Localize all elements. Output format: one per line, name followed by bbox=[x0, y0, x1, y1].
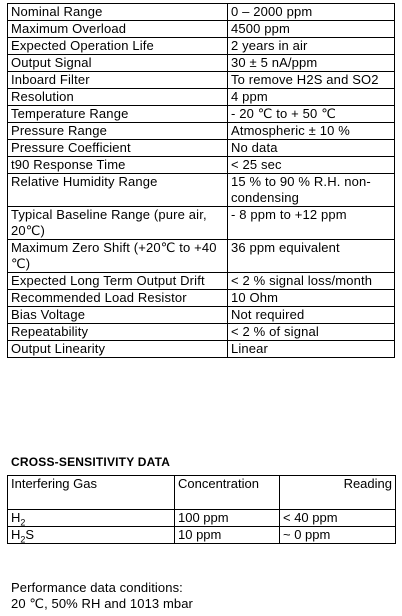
table-row bbox=[8, 106, 395, 123]
table-row bbox=[8, 341, 395, 358]
spec-parameter: Temperature Range bbox=[8, 106, 228, 123]
table-row bbox=[8, 273, 395, 290]
gas-formula-subscript: 2 bbox=[20, 534, 26, 544]
spec-parameter: Inboard Filter bbox=[8, 72, 228, 89]
table-row bbox=[8, 527, 396, 544]
table-row bbox=[8, 510, 396, 527]
specifications-table bbox=[7, 3, 395, 358]
table-row bbox=[8, 290, 395, 307]
spec-parameter: Pressure Range bbox=[8, 123, 228, 140]
spec-value: 10 Ohm bbox=[228, 290, 395, 307]
spec-value: 4 ppm bbox=[228, 89, 395, 106]
table-row bbox=[8, 21, 395, 38]
spec-value: 30 ± 5 nA/ppm bbox=[228, 55, 395, 72]
footnote-line: 20 ℃, 50% RH and 1013 mbar bbox=[11, 596, 193, 611]
table-row bbox=[8, 89, 395, 106]
gas-formula-base: H bbox=[11, 527, 21, 542]
spec-value: No data bbox=[228, 140, 395, 157]
spec-parameter: t90 Response Time bbox=[8, 157, 228, 174]
table-row bbox=[8, 174, 395, 207]
spec-parameter: Maximum Overload bbox=[8, 21, 228, 38]
spec-parameter: Relative Humidity Range bbox=[8, 174, 228, 207]
spec-value: 2 years in air bbox=[228, 38, 395, 55]
table-row bbox=[8, 123, 395, 140]
table-row bbox=[8, 140, 395, 157]
table-row bbox=[8, 4, 395, 21]
spec-parameter: Expected Operation Life bbox=[8, 38, 228, 55]
gas-formula-rest: S bbox=[25, 527, 35, 542]
spec-parameter: Recommended Load Resistor bbox=[8, 290, 228, 307]
table-header-row bbox=[8, 476, 396, 510]
spec-parameter: Pressure Coefficient bbox=[8, 140, 228, 157]
header-reading: Reading bbox=[280, 476, 396, 510]
spec-value: Atmospheric ± 10 % bbox=[228, 123, 395, 140]
spec-value: 36 ppm equivalent bbox=[228, 240, 395, 273]
spec-parameter: Typical Baseline Range (pure air, 20℃) bbox=[8, 207, 228, 240]
cross-sensitivity-title: CROSS-SENSITIVITY DATA bbox=[11, 455, 171, 469]
table-row bbox=[8, 324, 395, 341]
gas-cell bbox=[8, 510, 175, 527]
spec-parameter: Expected Long Term Output Drift bbox=[8, 273, 228, 290]
spec-value: < 2 % of signal bbox=[228, 324, 395, 341]
gas-formula-base: H bbox=[11, 510, 21, 525]
spec-value: - 20 ℃ to + 50 ℃ bbox=[228, 106, 395, 123]
header-concentration: Concentration bbox=[175, 476, 280, 510]
concentration-cell: 10 ppm bbox=[175, 527, 280, 544]
reading-cell: < 40 ppm bbox=[280, 510, 396, 527]
table-row bbox=[8, 55, 395, 72]
spec-parameter: Output Signal bbox=[8, 55, 228, 72]
table-row bbox=[8, 240, 395, 273]
spec-value: < 25 sec bbox=[228, 157, 395, 174]
table-row bbox=[8, 72, 395, 89]
cross-sensitivity-table bbox=[7, 475, 396, 544]
spec-parameter: Output Linearity bbox=[8, 341, 228, 358]
table-row bbox=[8, 38, 395, 55]
table-row bbox=[8, 157, 395, 174]
spec-value: Linear bbox=[228, 341, 395, 358]
spec-value: < 2 % signal loss/month bbox=[228, 273, 395, 290]
table-row bbox=[8, 207, 395, 240]
spec-value: 0 – 2000 ppm bbox=[228, 4, 395, 21]
concentration-cell: 100 ppm bbox=[175, 510, 280, 527]
spec-value: 4500 ppm bbox=[228, 21, 395, 38]
spec-value: To remove H2S and SO2 bbox=[228, 72, 395, 89]
footnote-line: Performance data conditions: bbox=[11, 580, 183, 595]
header-interfering-gas: Interfering Gas bbox=[8, 476, 175, 510]
spec-parameter: Bias Voltage bbox=[8, 307, 228, 324]
spec-value: - 8 ppm to +12 ppm bbox=[228, 207, 395, 240]
spec-parameter: Nominal Range bbox=[8, 4, 228, 21]
spec-value: Not required bbox=[228, 307, 395, 324]
spec-value: 15 % to 90 % R.H. non-condensing bbox=[228, 174, 395, 207]
reading-cell: ~ 0 ppm bbox=[280, 527, 396, 544]
performance-conditions-note bbox=[11, 580, 193, 612]
spec-parameter: Resolution bbox=[8, 89, 228, 106]
gas-formula-subscript: 2 bbox=[20, 517, 26, 527]
gas-cell bbox=[8, 527, 175, 544]
table-row bbox=[8, 307, 395, 324]
spec-parameter: Repeatability bbox=[8, 324, 228, 341]
spec-parameter: Maximum Zero Shift (+20℃ to +40 ℃) bbox=[8, 240, 228, 273]
